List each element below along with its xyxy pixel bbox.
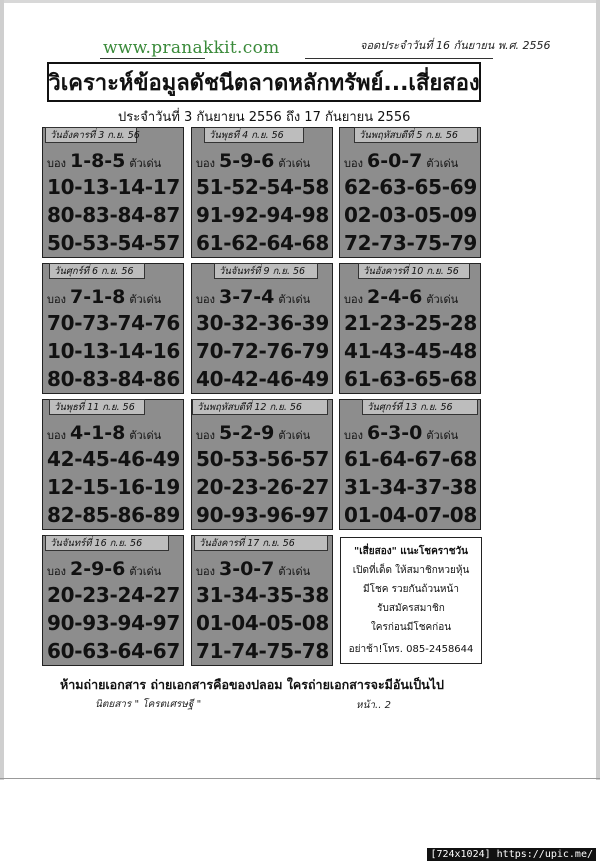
card-number-line: 82-85-86-89	[47, 503, 180, 527]
prediction-card	[339, 399, 481, 530]
card-number-line: 60-63-64-67	[47, 639, 180, 663]
card-main-pick	[196, 558, 310, 580]
card-number-line: 42-45-46-49	[47, 447, 180, 471]
card-number-line: 51-52-54-58	[196, 175, 329, 199]
card-label: บอง	[196, 565, 215, 578]
card-number-line: 31-34-35-38	[196, 583, 329, 607]
card-number-line: 80-83-84-86	[47, 367, 180, 391]
card-digits: 3-7-4	[218, 286, 275, 308]
card-date: วันอังคารที่ 3 ก.ย. 56	[45, 127, 137, 143]
header-rule-left	[100, 58, 205, 59]
card-digits: 2-9-6	[69, 558, 126, 580]
card-digits: 2-4-6	[366, 286, 423, 308]
card-number-line: 50-53-56-57	[196, 447, 329, 471]
card-number-line: 20-23-26-27	[196, 475, 329, 499]
card-number-line: 12-15-16-19	[47, 475, 180, 499]
card-label: บอง	[47, 429, 66, 442]
prediction-card	[42, 127, 184, 258]
card-date: วันพุธที่ 11 ก.ย. 56	[49, 399, 145, 415]
scan-edge-right	[596, 0, 600, 780]
card-digits: 6-0-7	[366, 150, 423, 172]
card-number-line: 71-74-75-78	[196, 639, 329, 663]
card-main-pick	[344, 422, 458, 444]
card-label: บอง	[47, 293, 66, 306]
card-number-line: 90-93-96-97	[196, 503, 329, 527]
card-tag: ตัวเด่น	[129, 157, 162, 170]
card-number-line: 21-23-25-28	[344, 311, 477, 335]
card-main-pick	[47, 558, 161, 580]
card-number-line: 02-03-05-09	[344, 203, 477, 227]
card-number-line: 70-72-76-79	[196, 339, 329, 363]
card-number-line: 72-73-75-79	[344, 231, 477, 255]
promo-line: "เสี่ยสอง" แนะโชคราชวัน	[354, 546, 468, 557]
card-label: บอง	[196, 157, 215, 170]
card-number-line: 91-92-94-98	[196, 203, 329, 227]
website-url: www.pranakkit.com	[103, 38, 280, 58]
card-number-line: 31-34-37-38	[344, 475, 477, 499]
period-range: ประจำวันที่ 3 กันยายน 2556 ถึง 17 กันยายน 2556	[118, 110, 411, 125]
header-rule-right	[305, 58, 493, 59]
card-number-line: 10-13-14-16	[47, 339, 180, 363]
card-digits: 3-0-7	[218, 558, 275, 580]
promo-line: ใครก่อนมีโชคก่อน	[370, 622, 452, 633]
card-digits: 7-1-8	[69, 286, 126, 308]
card-tag: ตัวเด่น	[129, 565, 162, 578]
card-number-line: 61-62-64-68	[196, 231, 329, 255]
scan-edge-top	[0, 0, 600, 3]
card-tag: ตัวเด่น	[278, 157, 311, 170]
card-number-line: 40-42-46-49	[196, 367, 329, 391]
phone-number: อย่าช้า!โทร. 085-2458644	[348, 644, 474, 655]
publisher-name: นิตยสาร " โครตเศรษฐี "	[95, 699, 202, 710]
card-tag: ตัวเด่น	[426, 429, 459, 442]
card-tag: ตัวเด่น	[278, 565, 311, 578]
card-number-line: 50-53-54-57	[47, 231, 180, 255]
page-bottom-edge	[0, 778, 600, 779]
card-number-line: 61-64-67-68	[344, 447, 477, 471]
card-digits: 1-8-5	[69, 150, 126, 172]
card-number-line: 70-73-74-76	[47, 311, 180, 335]
card-main-pick	[196, 422, 310, 444]
card-main-pick	[47, 422, 161, 444]
card-label: บอง	[344, 429, 363, 442]
card-number-line: 62-63-65-69	[344, 175, 477, 199]
card-tag: ตัวเด่น	[129, 293, 162, 306]
promo-line: เปิดที่เด็ด ให้สมาชิกหวยหุ้น	[352, 565, 470, 576]
card-main-pick	[196, 286, 310, 308]
card-date: วันจันทร์ที่ 16 ก.ย. 56	[45, 535, 169, 551]
card-main-pick	[344, 150, 458, 172]
card-label: บอง	[196, 293, 215, 306]
card-label: บอง	[344, 293, 363, 306]
card-digits: 6-3-0	[366, 422, 423, 444]
card-number-line: 20-23-24-27	[47, 583, 180, 607]
card-main-pick	[196, 150, 310, 172]
card-digits: 5-9-6	[218, 150, 275, 172]
page-number: หน้า.. 2	[356, 700, 391, 711]
card-tag: ตัวเด่น	[426, 293, 459, 306]
prediction-card	[191, 399, 333, 530]
prediction-card	[42, 535, 184, 666]
card-tag: ตัวเด่น	[129, 429, 162, 442]
prediction-card	[191, 535, 333, 666]
card-tag: ตัวเด่น	[426, 157, 459, 170]
card-date: วันพฤหัสบดีที่ 12 ก.ย. 56	[192, 399, 328, 415]
promo-line: มีโชค รวยกันถ้วนหน้า	[363, 584, 459, 595]
card-tag: ตัวเด่น	[278, 429, 311, 442]
issue-date: จอดประจำวันที่ 16 กันยายน พ.ศ. 2556	[360, 39, 551, 52]
card-number-line: 30-32-36-39	[196, 311, 329, 335]
page-title: วิเคราะห์ข้อมูลดัชนีตลาดหลักทรัพย์...เสี่ยสอง	[48, 70, 480, 96]
prediction-card	[42, 399, 184, 530]
card-label: บอง	[47, 565, 66, 578]
card-date: วันอังคารที่ 17 ก.ย. 56	[194, 535, 328, 551]
card-main-pick	[344, 286, 458, 308]
prediction-card	[191, 263, 333, 394]
card-date: วันจันทร์ที่ 9 ก.ย. 56	[214, 263, 318, 279]
card-date: วันพฤหัสบดีที่ 5 ก.ย. 56	[354, 127, 478, 143]
card-label: บอง	[344, 157, 363, 170]
prediction-card	[339, 263, 481, 394]
card-number-line: 80-83-84-87	[47, 203, 180, 227]
prediction-card	[42, 263, 184, 394]
card-main-pick	[47, 286, 161, 308]
card-number-line: 01-04-07-08	[344, 503, 477, 527]
prediction-card	[191, 127, 333, 258]
card-label: บอง	[196, 429, 215, 442]
promo-line: รับสมัครสมาชิก	[377, 603, 445, 614]
card-main-pick	[47, 150, 161, 172]
card-digits: 5-2-9	[218, 422, 275, 444]
scan-edge-left	[0, 0, 4, 780]
card-digits: 4-1-8	[69, 422, 126, 444]
card-number-line: 61-63-65-68	[344, 367, 477, 391]
prediction-card	[339, 127, 481, 258]
card-number-line: 01-04-05-08	[196, 611, 329, 635]
card-number-line: 41-43-45-48	[344, 339, 477, 363]
title-box	[47, 62, 481, 102]
card-date: วันศุกร์ที่ 13 ก.ย. 56	[362, 399, 478, 415]
card-number-line: 10-13-14-17	[47, 175, 180, 199]
card-date: วันพุธที่ 4 ก.ย. 56	[204, 127, 304, 143]
card-tag: ตัวเด่น	[278, 293, 311, 306]
promo-info-box	[340, 537, 482, 664]
copy-warning: ห้ามถ่ายเอกสาร ถ่ายเอกสารคือของปลอม ใครถ่ายเอกสารจะมีอันเป็นไป	[60, 677, 444, 692]
card-label: บอง	[47, 157, 66, 170]
watermark: [724x1024] https://upic.me/	[427, 848, 596, 861]
card-number-line: 90-93-94-97	[47, 611, 180, 635]
card-date: วันอังคารที่ 10 ก.ย. 56	[358, 263, 470, 279]
card-date: วันศุกร์ที่ 6 ก.ย. 56	[49, 263, 145, 279]
